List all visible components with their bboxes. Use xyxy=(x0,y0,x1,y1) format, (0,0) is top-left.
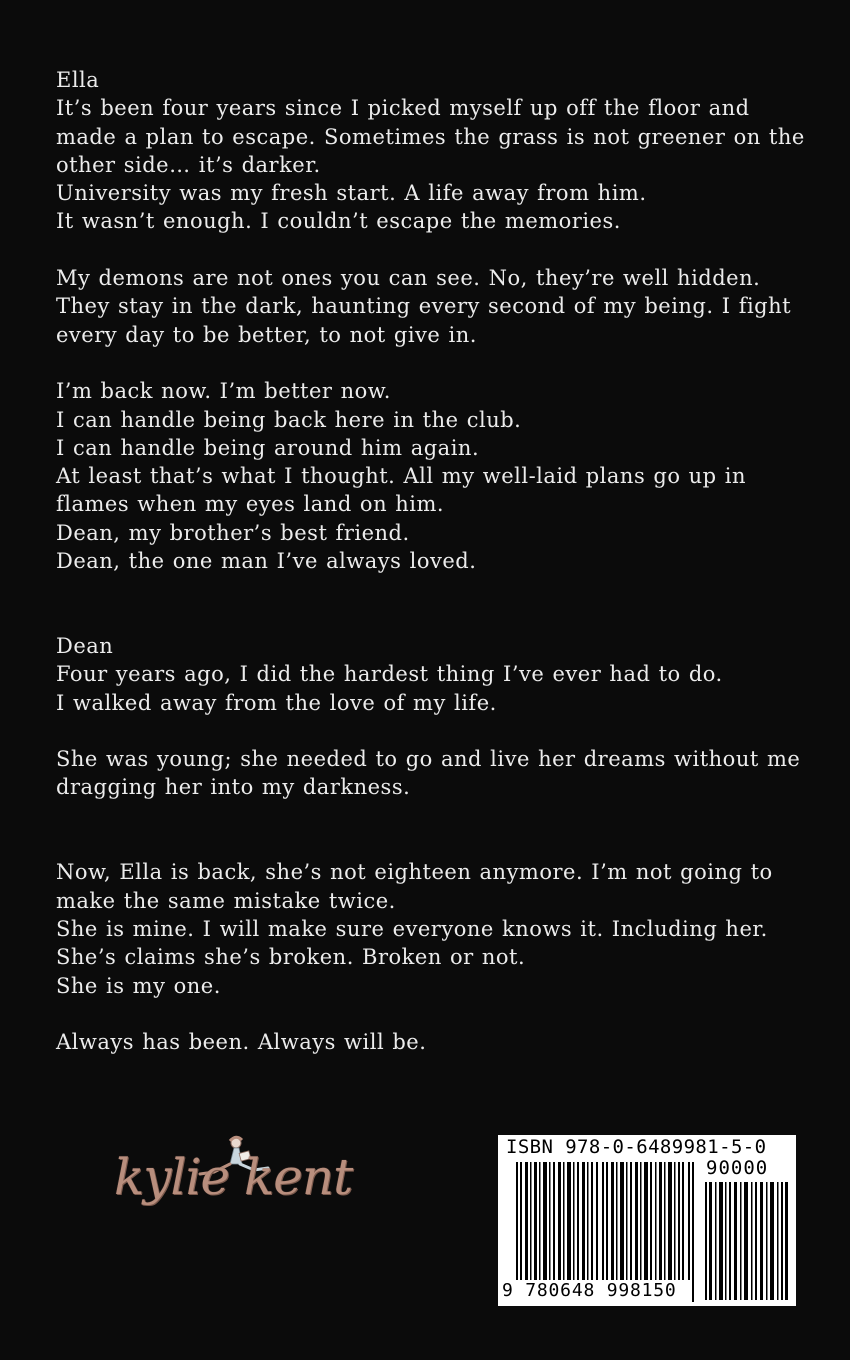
paragraph-gap xyxy=(56,349,836,377)
blurb-line: She is my one. xyxy=(56,973,221,998)
blurb-line: every day to be better, to not give in. xyxy=(56,322,477,347)
blurb-line: I can handle being back here in the club. xyxy=(56,407,522,432)
blurb-line: She’s claims she’s broken. Broken or not. xyxy=(56,945,526,970)
paragraph-gap xyxy=(56,236,836,264)
blurb-line: At least that’s what I thought. All my well-laid plans go up in xyxy=(56,464,747,489)
blurb-line: They stay in the dark, haunting every second of my being. I fight xyxy=(56,294,792,319)
blurb-line: Dean, my brother’s best friend. xyxy=(56,520,410,545)
isbn-barcode xyxy=(498,1135,796,1306)
blurb-line: flames when my eyes land on him. xyxy=(56,492,445,517)
blurb-line: made a plan to escape. Sometimes the grass is not greener on the xyxy=(56,124,805,149)
section-gap xyxy=(56,802,836,859)
blurb-line: I’m back now. I’m better now. xyxy=(56,379,391,404)
blurb-line: Dean, the one man I’ve always loved. xyxy=(56,549,477,574)
section-heading-dean: Dean xyxy=(56,633,114,658)
blurb-line: Four years ago, I did the hardest thing I’ve ever had to do. xyxy=(56,662,723,687)
blurb-line: University was my fresh start. A life away from him. xyxy=(56,181,647,206)
blurb-tagline: Always has been. Always will be. xyxy=(56,1030,427,1055)
paragraph-gap xyxy=(56,1000,836,1028)
paragraph-gap xyxy=(56,717,836,745)
price-code: 90000 xyxy=(706,1157,769,1179)
blurb-line: make the same mistake twice. xyxy=(56,888,396,913)
blurb-line: I can handle being around him again. xyxy=(56,435,480,460)
blurb-text xyxy=(56,66,836,1056)
blurb-line: My demons are not ones you can see. No, they’re well hidden. xyxy=(56,266,761,291)
ean-digits: 9 780648 998150 xyxy=(502,1280,692,1302)
blurb-line: It wasn’t enough. I couldn’t escape the memories. xyxy=(56,209,621,234)
blurb-line: I walked away from the love of my life. xyxy=(56,690,497,715)
blurb-line: other side… it’s darker. xyxy=(56,152,321,177)
blurb-line: dragging her into my darkness. xyxy=(56,775,411,800)
blurb-line: It’s been four years since I picked myself up off the floor and xyxy=(56,96,750,121)
section-heading-ella: Ella xyxy=(56,68,100,92)
price-addon-bars xyxy=(705,1182,789,1300)
isbn-label: ISBN 978-0-6489981-5-0 xyxy=(506,1136,767,1158)
author-signature-logo xyxy=(112,1132,362,1237)
author-signature-text: kylie kent xyxy=(114,1148,353,1206)
blurb-line: She was young; she needed to go and live her dreams without me xyxy=(56,747,801,772)
section-gap xyxy=(56,575,836,632)
blurb-line: She is mine. I will make sure everyone knows it. Including her. xyxy=(56,916,768,941)
blurb-line: Now, Ella is back, she’s not eighteen anymore. I’m not going to xyxy=(56,860,773,885)
